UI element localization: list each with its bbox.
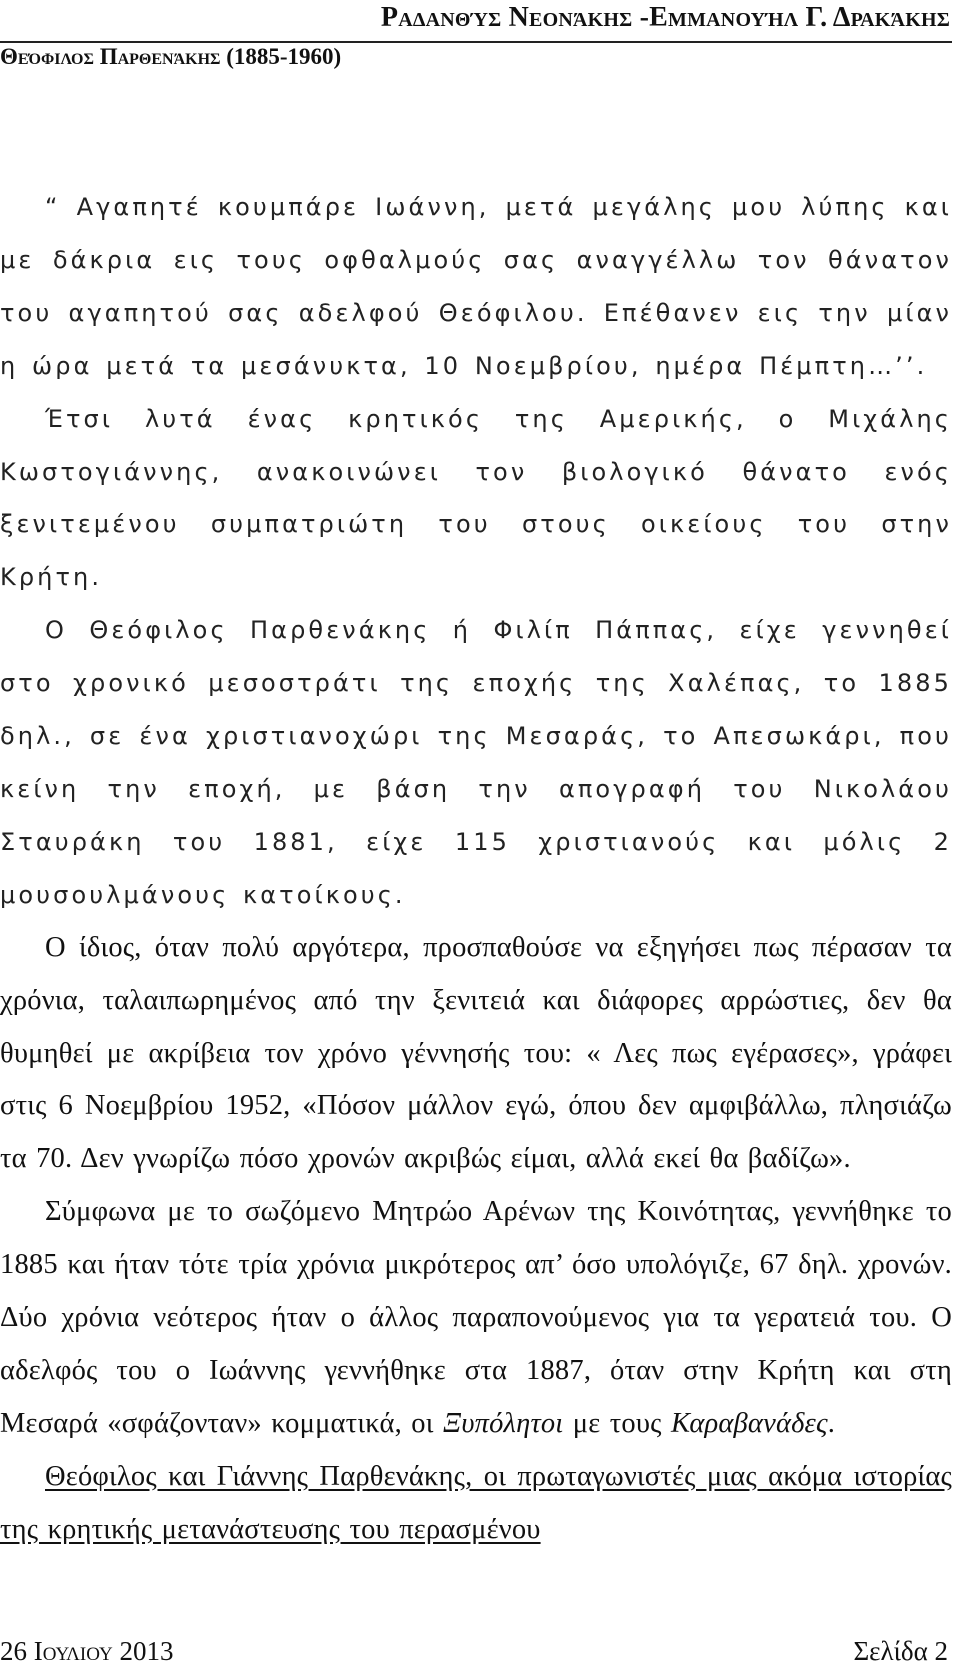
footer-page-number: Σελίδα 2 <box>853 1636 948 1666</box>
paragraph-age: Ο ίδιος, όταν πολύ αργότερα, προσπαθούσε να εξηγήσει πως πέρασαν τα χρόνια, ταλαιπωρημένος από την ξενιτειά και διάφορες αρρώστιες, δεν θα θυμηθεί με ακρίβεια τον χρόνο γέννησής του: « Λες πως εγέρασες», γράφει στις 6 Νοεμβρίου 1952, «Πόσον μάλλον εγώ, όπου δεν αμφιβάλλω, πλησιάζω τα 70. Δεν γνωρίζω πόσο χρονών ακριβώς είμαι, αλλά εκεί θα βαδίζω». <box>0 931 952 1175</box>
header-subject: Θεόφιλος Παρθενάκης (1885-1960) <box>0 44 342 69</box>
paragraph-registry-connector: με τους <box>563 1407 671 1439</box>
header-authors: Ραδανθύς Νεονάκης -Εμμανουήλ Γ. Δρακάκης <box>380 2 950 33</box>
italic-term-xypolitoi: Ξυπόλητοι <box>442 1407 564 1439</box>
paragraph-letter-quote: “ Αγαπητέ κουμπάρε Ιωάννη, μετά μεγάλης μου λύπης και με δάκρια εις τους οφθαλμούς σας αναγγέλλω τον θάνατον του αγαπητού σας αδελφού Θεόφιλου. Επέθανεν εις την μίαν η ώρα μετά τα μεσάνυκτα, 10 Νοεμβρίου, ημέρα Πέμπτη…’’. <box>0 193 952 380</box>
italic-term-karavanades: Καραβανάδες <box>670 1407 828 1439</box>
header-divider <box>0 41 952 43</box>
paragraph-birth: Ο Θεόφιλος Παρθενάκης ή Φιλίπ Πάππας, είχε γεννηθεί στο χρονικό μεσοστράτι της εποχής της Χαλέπας, το 1885 δηλ., σε ένα χριστιανοχώρι της Μεσαράς, το Απεσωκάρι, που κείνη την εποχή, με βάση την απογραφή του Νικολάου Σταυράκη του 1881, είχε 115 χριστιανούς και μόλις 2 μουσουλμάνους κατοίκους. <box>0 616 952 909</box>
footer-date: 26 Ιουλιου 2013 <box>0 1636 174 1666</box>
paragraph-protagonists: Θεόφιλος και Γιάννης Παρθενάκης, οι πρωταγωνιστές μιας ακόμα ιστορίας της κρητικής μετανάστευσης του περασμένου <box>0 1460 952 1545</box>
document-body <box>0 181 952 1557</box>
paragraph-registry-text: Σύμφωνα με το σωζόμενο Μητρώο Αρένων της Κοινότητας, γεννήθηκε το 1885 και ήταν τότε τρία χρόνια μικρότερος απ’ όσο υπολόγιζε, 67 δηλ. χρονών. Δύο χρόνια νεότερος ήταν ο άλλος παραπονούμενος για τα γερατειά του. Ο αδελφός του ο Ιωάννης γεννήθηκε στα 1887, όταν στην Κρήτη και στη Μεσαρά «σφάζονταν» κομματικά, οι <box>0 1196 952 1439</box>
paragraph-registry-end: . <box>827 1407 836 1439</box>
paragraph-registry <box>0 1186 952 1451</box>
paragraph-announcement: Έτσι λυτά ένας κρητικός της Αμερικής, ο Μιχάλης Κωστογιάννης, ανακοινώνει τον βιολογικό θάνατο ενός ξενιτεμένου συμπατριώτη του στους οικείους του στην Κρήτη. <box>0 404 952 592</box>
